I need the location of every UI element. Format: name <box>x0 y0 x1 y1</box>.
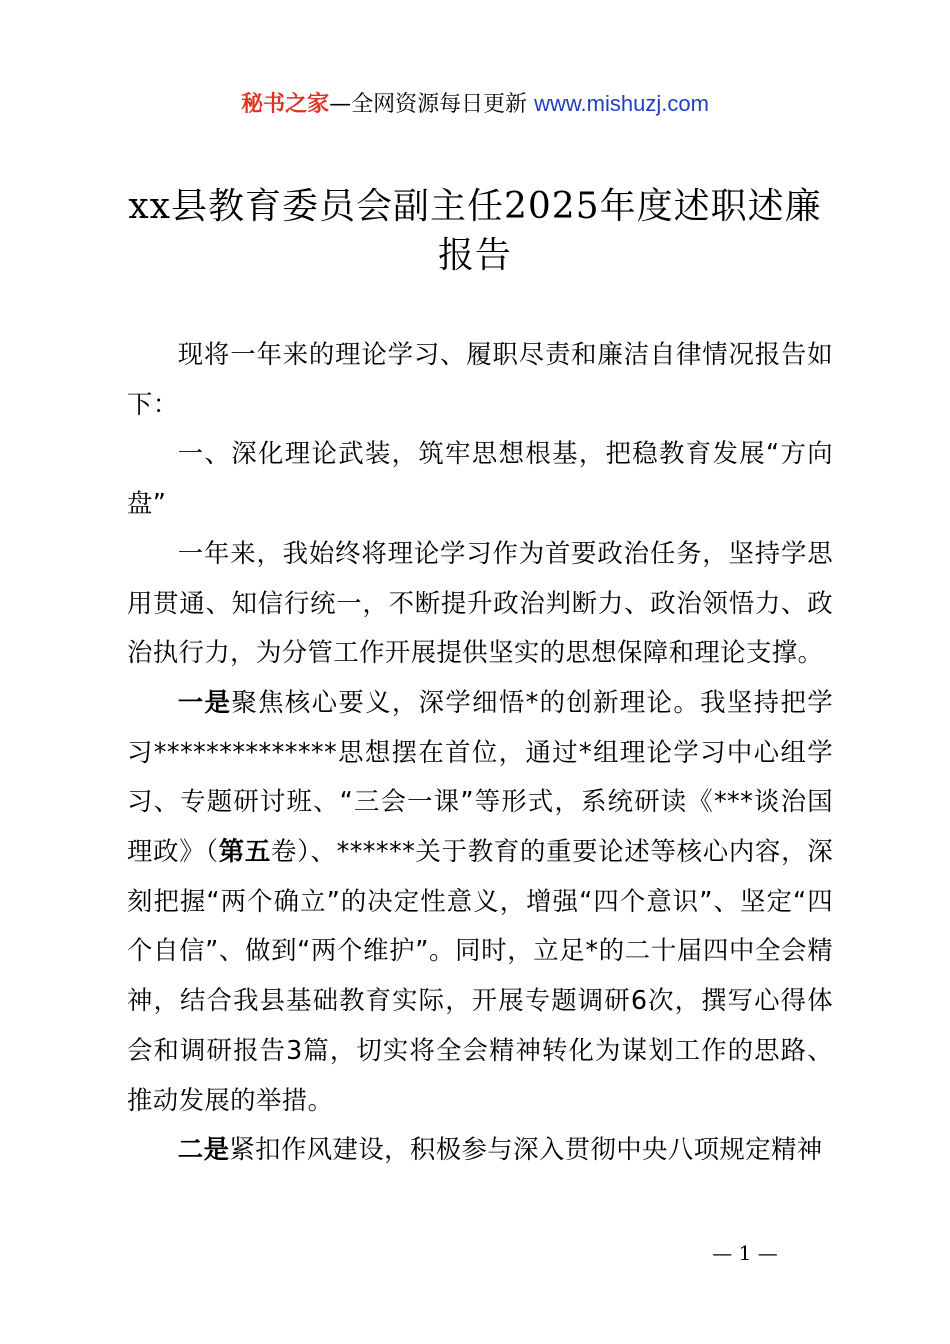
intro-paragraph: 现将一年来的理论学习、履职尽责和廉洁自律情况报告如下： <box>127 339 833 419</box>
paragraph-2-bold-volume: 第五 <box>218 836 271 867</box>
paragraph-3-lead: 二是 <box>177 1134 230 1165</box>
document-title: xx县教育委员会副主任2025年度述职述廉报告 <box>128 186 822 276</box>
document-body <box>127 330 833 1175</box>
paragraph-2-text-a: 聚焦核心要义，深学细悟*的创新理论。我坚持把学习**************思想摆在首位，通过*组理论学习中心组学习、专题研讨班、“三会一课”等形式，系统研读《***谈治国理政》（ <box>127 686 833 867</box>
paragraph-2-text-b: 卷）、******关于教育的重要论述等核心内容，深刻把握“两个确立”的决定性意义，增强“四个意识”、坚定“四个自信”、做到“两个维护”。同时，立足*的二十届四中全会精神，结合我县基础教育实际，开展专题调研6次，撰写心得体会和调研报告3篇，切实将全会精神转化为谋划工作的思路、推动发展的举措。 <box>127 836 833 1115</box>
header-tagline: —全网资源每日更新 <box>329 92 528 117</box>
paragraph-3 <box>127 1125 833 1175</box>
paragraph-1: 一年来，我始终将理论学习作为首要政治任务，坚持学思用贯通、知信行统一，不断提升政治判断力、政治领悟力、政治执行力，为分管工作开展提供坚实的思想保障和理论支撑。 <box>127 537 833 668</box>
paragraph-2-lead: 一是 <box>177 686 232 717</box>
site-url-link[interactable]: www.mishuzj.com <box>534 91 709 116</box>
site-header <box>0 86 950 123</box>
paragraph-2 <box>127 678 833 1125</box>
brand-name: 秘书之家 <box>241 92 330 117</box>
page-number: — 1 — <box>712 1241 778 1265</box>
paragraph-3-text: 紧扣作风建设，积极参与深入贯彻中央八项规定精神 <box>229 1134 823 1165</box>
section-heading-1: 一、深化理论武装，筑牢思想根基，把稳教育发展“方向盘” <box>127 438 833 519</box>
